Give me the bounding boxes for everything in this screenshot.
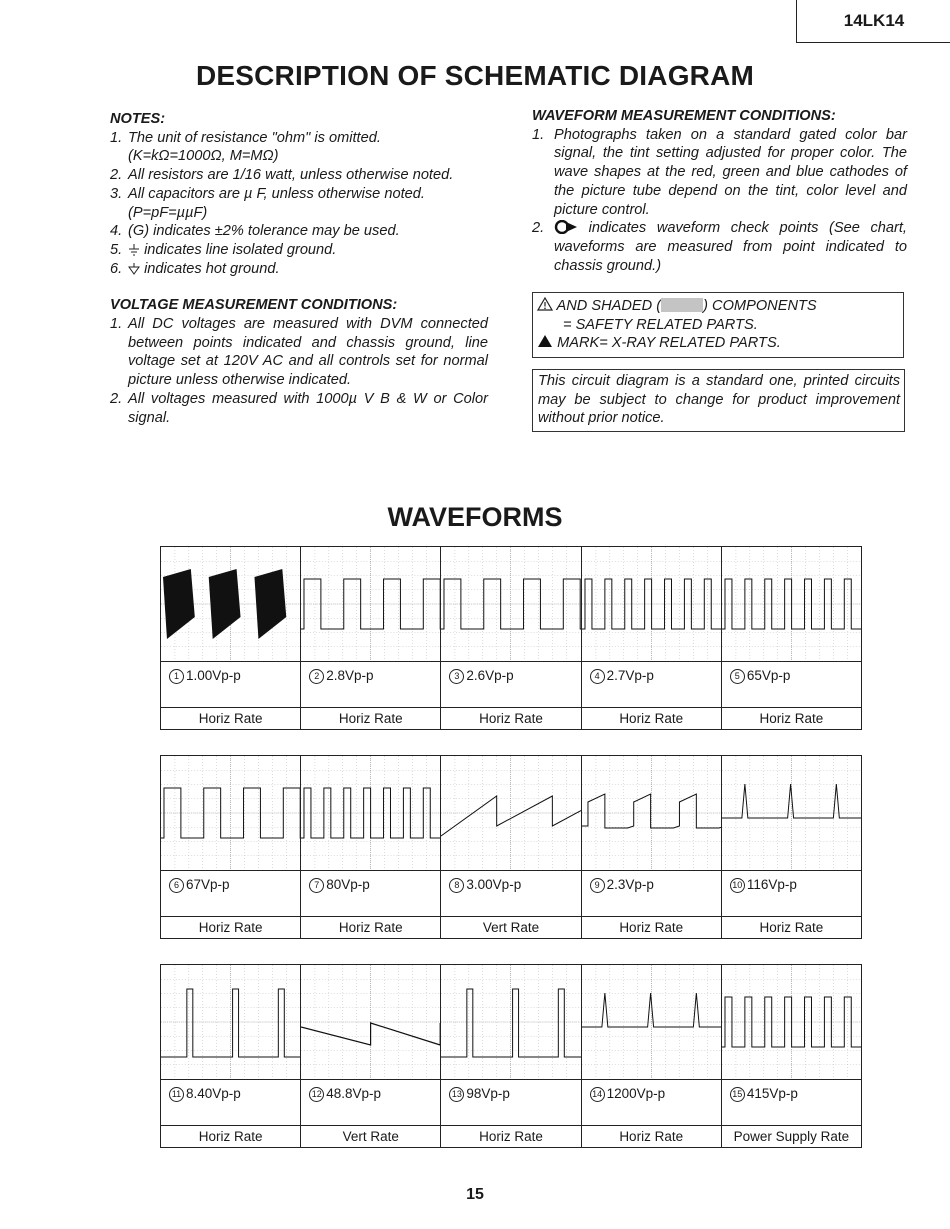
amplitude-value: 48.8Vp-p (326, 1086, 381, 1101)
waveform-number: 5 (730, 669, 745, 684)
page-number: 15 (466, 1186, 484, 1203)
waveform-number: 4 (590, 669, 605, 684)
waveform-amplitude (582, 662, 721, 708)
waveform-conditions-column (532, 107, 907, 275)
waveform-number: 14 (590, 1087, 605, 1102)
amplitude-value: 3.00Vp-p (466, 877, 522, 892)
waveform-amplitude (722, 871, 861, 917)
waveform-amplitude (582, 871, 721, 917)
note-item: 5. indicates line isolated ground. (110, 241, 337, 258)
note-sub: (K=kΩ=1000Ω, M=MΩ) (128, 148, 279, 165)
scope-screen (722, 756, 861, 870)
scope-screen (301, 547, 440, 661)
xray-triangle-icon (537, 334, 553, 348)
note-item: 4. (G) indicates ±2% tolerance may be used. (110, 223, 400, 240)
waveform-conditions-list (532, 126, 907, 276)
waveform-cell (440, 965, 580, 1147)
amplitude-value: 98Vp-p (466, 1086, 510, 1101)
oscilloscope-trace (161, 756, 300, 871)
waveforms-title: WAVEFORMS (387, 502, 563, 532)
scope-screen (582, 965, 721, 1079)
scope-screen (582, 547, 721, 661)
waveform-rate: Horiz Rate (619, 711, 684, 726)
oscilloscope-trace (441, 547, 580, 662)
waveform-number: 6 (169, 878, 184, 893)
note-text: (G) indicates ±2% tolerance may be used. (128, 223, 400, 240)
voltage-item: 1. All DC voltages are measured with DVM connected between points indicated and chassis ground, line voltage set at 120V AC and all controls set for normal picture unless otherwise indicated. (110, 316, 488, 389)
waveform-number: 15 (730, 1087, 745, 1102)
condition-text: Photographs taken on a standard gated color bar signal, the tint setting adjusted for proper color. The wave shapes at the red, green and blue cathodes of the picture tube depend on the tint, color level and picture control. (554, 126, 907, 218)
waveform-cell (300, 547, 440, 729)
waveform-number: 9 (590, 878, 605, 893)
waveform-amplitude (582, 1080, 721, 1126)
waveform-cell (300, 965, 440, 1147)
note-item: 6. indicates hot ground. (110, 260, 280, 277)
waveform-cell (440, 547, 580, 729)
waveform-row (161, 965, 861, 1147)
waveform-cell (161, 965, 300, 1147)
waveform-cell (721, 965, 861, 1147)
waveform-rate: Horiz Rate (198, 920, 263, 935)
notes-column (110, 110, 488, 427)
waveform-number: 7 (309, 878, 324, 893)
safety-line-1: AND SHADED ( ) COMPONENTS (537, 297, 903, 316)
waveform-amplitude (722, 662, 861, 708)
waveform-number: 10 (730, 878, 745, 893)
waveform-amplitude (301, 1080, 440, 1126)
amplitude-value: 2.3Vp-p (606, 877, 654, 892)
page-title: DESCRIPTION OF SCHEMATIC DIAGRAM (195, 60, 755, 91)
waveform-cell (440, 756, 580, 938)
hot-ground-icon (128, 263, 140, 275)
amplitude-value: 67Vp-p (186, 877, 230, 892)
waveform-table-3 (160, 964, 862, 1148)
note-sub: (P=pF=µµF) (128, 204, 208, 221)
waveform-table-2 (160, 755, 862, 939)
note-item: 2. All resistors are 1/16 watt, unless otherwise noted. (110, 167, 454, 184)
waveform-cell (581, 756, 721, 938)
oscilloscope-trace (582, 756, 721, 871)
condition-item: 2. indicates waveform check points (See chart, waveforms are measured from point indicated to chassis ground.) (532, 220, 907, 274)
waveform-rate: Horiz Rate (759, 711, 824, 726)
model-number-box (796, 0, 950, 43)
note-text: All capacitors are µ F, unless otherwise noted. (128, 185, 425, 202)
waveform-conditions-heading: WAVEFORM MEASUREMENT CONDITIONS: (532, 108, 836, 124)
amplitude-value: 1200Vp-p (606, 1086, 666, 1101)
waveform-amplitude (441, 662, 580, 708)
waveform-table-1 (160, 546, 862, 730)
warning-triangle-icon (537, 297, 553, 311)
scope-screen (301, 756, 440, 870)
safety-box (532, 292, 904, 358)
voltage-text: All DC voltages are measured with DVM connected between points indicated and chassis ground, line voltage set at 120V AC and all controls set for normal picture unless otherwise indicated. (128, 316, 488, 389)
waveform-rate: Horiz Rate (338, 711, 403, 726)
waveform-rate: Horiz Rate (759, 920, 824, 935)
waveform-amplitude (301, 871, 440, 917)
oscilloscope-trace (722, 965, 861, 1080)
waveform-cell (161, 547, 300, 729)
voltage-item: 2. All voltages measured with 1000µ V B & W or Color signal. (110, 390, 488, 426)
waveform-number: 13 (449, 1087, 464, 1102)
waveform-rate: Vert Rate (482, 920, 540, 935)
waveform-rate: Vert Rate (342, 1129, 399, 1144)
voltage-text: All voltages measured with 1000µ V B & W or Color signal. (128, 390, 488, 426)
scope-screen (441, 547, 580, 661)
amplitude-value: 2.7Vp-p (606, 668, 654, 683)
waveform-amplitude (161, 662, 300, 708)
oscilloscope-trace (722, 547, 861, 662)
oscilloscope-trace (301, 756, 440, 871)
safety-line-2: = SAFETY RELATED PARTS. (563, 316, 758, 333)
amplitude-value: 415Vp-p (746, 1086, 798, 1101)
amplitude-value: 8.40Vp-p (186, 1086, 241, 1101)
waveform-cell (161, 756, 300, 938)
waveform-number: 3 (449, 669, 464, 684)
waveform-cell (581, 965, 721, 1147)
oscilloscope-trace (161, 547, 300, 662)
shaded-sample (661, 298, 703, 312)
oscilloscope-trace (722, 756, 861, 871)
scope-screen (161, 547, 300, 661)
condition-text: indicates waveform check points (See chart, waveforms are measured from point indicated to chassis ground.) (554, 220, 907, 274)
oscilloscope-trace (161, 965, 300, 1080)
note-item: 1. The unit of resistance "ohm" is omitted. (K=kΩ=1000Ω, M=MΩ) (110, 129, 381, 165)
waveform-rate: Horiz Rate (479, 711, 543, 726)
waveform-number: 1 (169, 669, 184, 684)
waveform-number: 8 (449, 878, 464, 893)
isolated-ground-icon (128, 244, 140, 256)
amplitude-value: 2.8Vp-p (326, 668, 374, 683)
scope-screen (722, 965, 861, 1079)
oscilloscope-trace (441, 756, 580, 871)
amplitude-value: 1.00Vp-p (186, 668, 241, 683)
waveform-rate: Horiz Rate (198, 711, 263, 726)
oscilloscope-trace (301, 965, 440, 1080)
note-text: indicates hot ground. (144, 260, 280, 277)
check-point-icon (554, 220, 578, 234)
waveform-rate: Horiz Rate (479, 1129, 543, 1144)
waveform-cell (721, 547, 861, 729)
oscilloscope-trace (441, 965, 580, 1080)
voltage-heading: VOLTAGE MEASUREMENT CONDITIONS: (110, 297, 398, 314)
waveform-cell (581, 547, 721, 729)
waveform-amplitude (441, 1080, 580, 1126)
scope-screen (161, 756, 300, 870)
waveform-amplitude (161, 1080, 300, 1126)
model-number: 14LK14 (843, 11, 905, 30)
waveform-row (161, 547, 861, 729)
waveform-rate: Horiz Rate (198, 1129, 263, 1144)
scope-screen (441, 965, 580, 1079)
note-text: indicates line isolated ground. (144, 241, 337, 258)
waveform-cell (721, 756, 861, 938)
waveform-number: 2 (309, 669, 324, 684)
safety-line-3: MARK= X-RAY RELATED PARTS. (537, 334, 903, 353)
waveform-number: 12 (309, 1087, 324, 1102)
oscilloscope-trace (582, 547, 721, 662)
note-item: 3. All capacitors are µ F, unless otherwise noted. (P=pF=µµF) (110, 185, 425, 221)
amplitude-value: 65Vp-p (746, 668, 791, 683)
note-text: The unit of resistance "ohm" is omitted. (128, 129, 381, 146)
waveform-rate: Horiz Rate (619, 1129, 684, 1144)
notes-list (110, 129, 488, 279)
scope-screen (161, 965, 300, 1079)
scope-screen (582, 756, 721, 870)
scope-screen (301, 965, 440, 1079)
voltage-list (110, 315, 488, 427)
waveform-amplitude (161, 871, 300, 917)
scope-screen (441, 756, 580, 870)
waveform-amplitude (301, 662, 440, 708)
amplitude-value: 2.6Vp-p (466, 668, 514, 683)
waveform-rate: Horiz Rate (619, 920, 684, 935)
oscilloscope-trace (301, 547, 440, 662)
notice-box: This circuit diagram is a standard one, printed circuits may be subject to change for product improvement without prior notice. (532, 369, 905, 432)
oscilloscope-trace (582, 965, 721, 1080)
waveform-row (161, 756, 861, 938)
waveform-amplitude (722, 1080, 861, 1126)
note-text: All resistors are 1/16 watt, unless otherwise noted. (128, 167, 454, 184)
waveform-number: 11 (169, 1087, 184, 1102)
notes-heading: NOTES: (110, 111, 166, 127)
waveform-rate: Horiz Rate (338, 920, 403, 935)
waveform-amplitude (441, 871, 580, 917)
amplitude-value: 116Vp-p (746, 877, 797, 892)
amplitude-value: 80Vp-p (326, 877, 370, 892)
waveform-cell (300, 756, 440, 938)
scope-screen (722, 547, 861, 661)
waveform-rate: Power Supply Rate (733, 1129, 850, 1144)
condition-item: 1. Photographs taken on a standard gated color bar signal, the tint setting adjusted for proper color. The wave shapes at the red, green and blue cathodes of the picture tube depend on the tint, color level and picture control. (532, 126, 907, 218)
